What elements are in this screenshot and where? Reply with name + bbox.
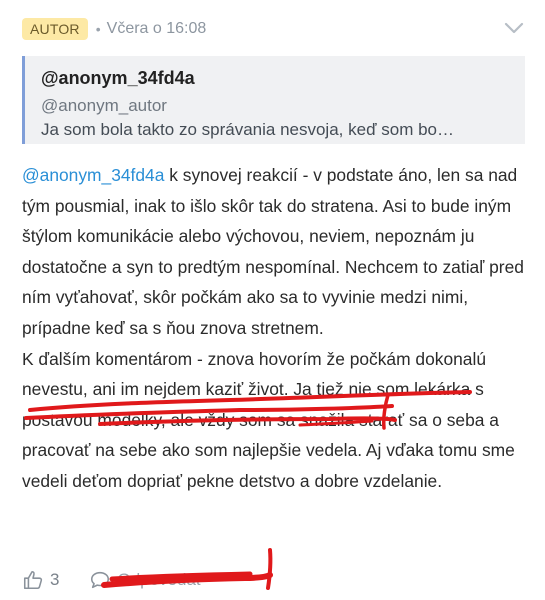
like-button[interactable] xyxy=(22,569,59,591)
scribble-stroke-8 xyxy=(268,550,270,588)
reply-label: Odpovedať xyxy=(117,570,203,589)
comment-header xyxy=(22,16,206,42)
comment-body xyxy=(22,160,527,497)
comment-paragraph-1 xyxy=(22,160,527,344)
quoted-handle: @anonym_autor xyxy=(41,96,167,115)
quoted-text: Ja som bola takto zo správania nesvoja, keď som bo… xyxy=(41,120,454,139)
separator-dot: • xyxy=(95,21,101,37)
comment-paragraph-2: K ďalším komentárom - znova hovorím že počkám dokonalú nevestu, ani im nejdem kaziť život. Ja tiež nie som lekárka s postavou modelky, ale vždy som sa snažila starať sa o seba a pracovať na sebe ako som najlepšie vedela. Aj vďaka tomu sme vedeli deťom dopriať pekne detstvo a dobre vzdelanie. xyxy=(22,348,515,491)
comment-footer xyxy=(22,566,202,594)
timestamp: Včera o 16:08 xyxy=(106,20,207,37)
like-count: 3 xyxy=(50,570,60,589)
mention-link[interactable]: @anonym_34fd4a xyxy=(22,165,165,185)
author-badge: AUTOR xyxy=(22,18,88,40)
reply-button[interactable] xyxy=(89,569,202,591)
chevron-down-icon[interactable] xyxy=(503,20,525,36)
quoted-comment[interactable] xyxy=(22,56,525,144)
comment-bubble-icon xyxy=(89,569,111,591)
quoted-user[interactable]: @anonym_34fd4a xyxy=(41,68,195,88)
thumbs-up-icon xyxy=(22,569,44,591)
paragraph-1-text: k synovej reakcií - v podstate áno, len sa nad tým pousmial, inak to išlo skôr tak do stratena. Asi to bude iným štýlom komunikácie alebo výchovou, neviem, nepoznám ju dostatočne a syn to predtým nespomínal. Nechcem to zatiaľ pred ním vyťahovať, skôr počkám ako sa to vyvinie medzi nimi, prípadne keď sa s ňou znova stretnem. xyxy=(22,165,524,338)
